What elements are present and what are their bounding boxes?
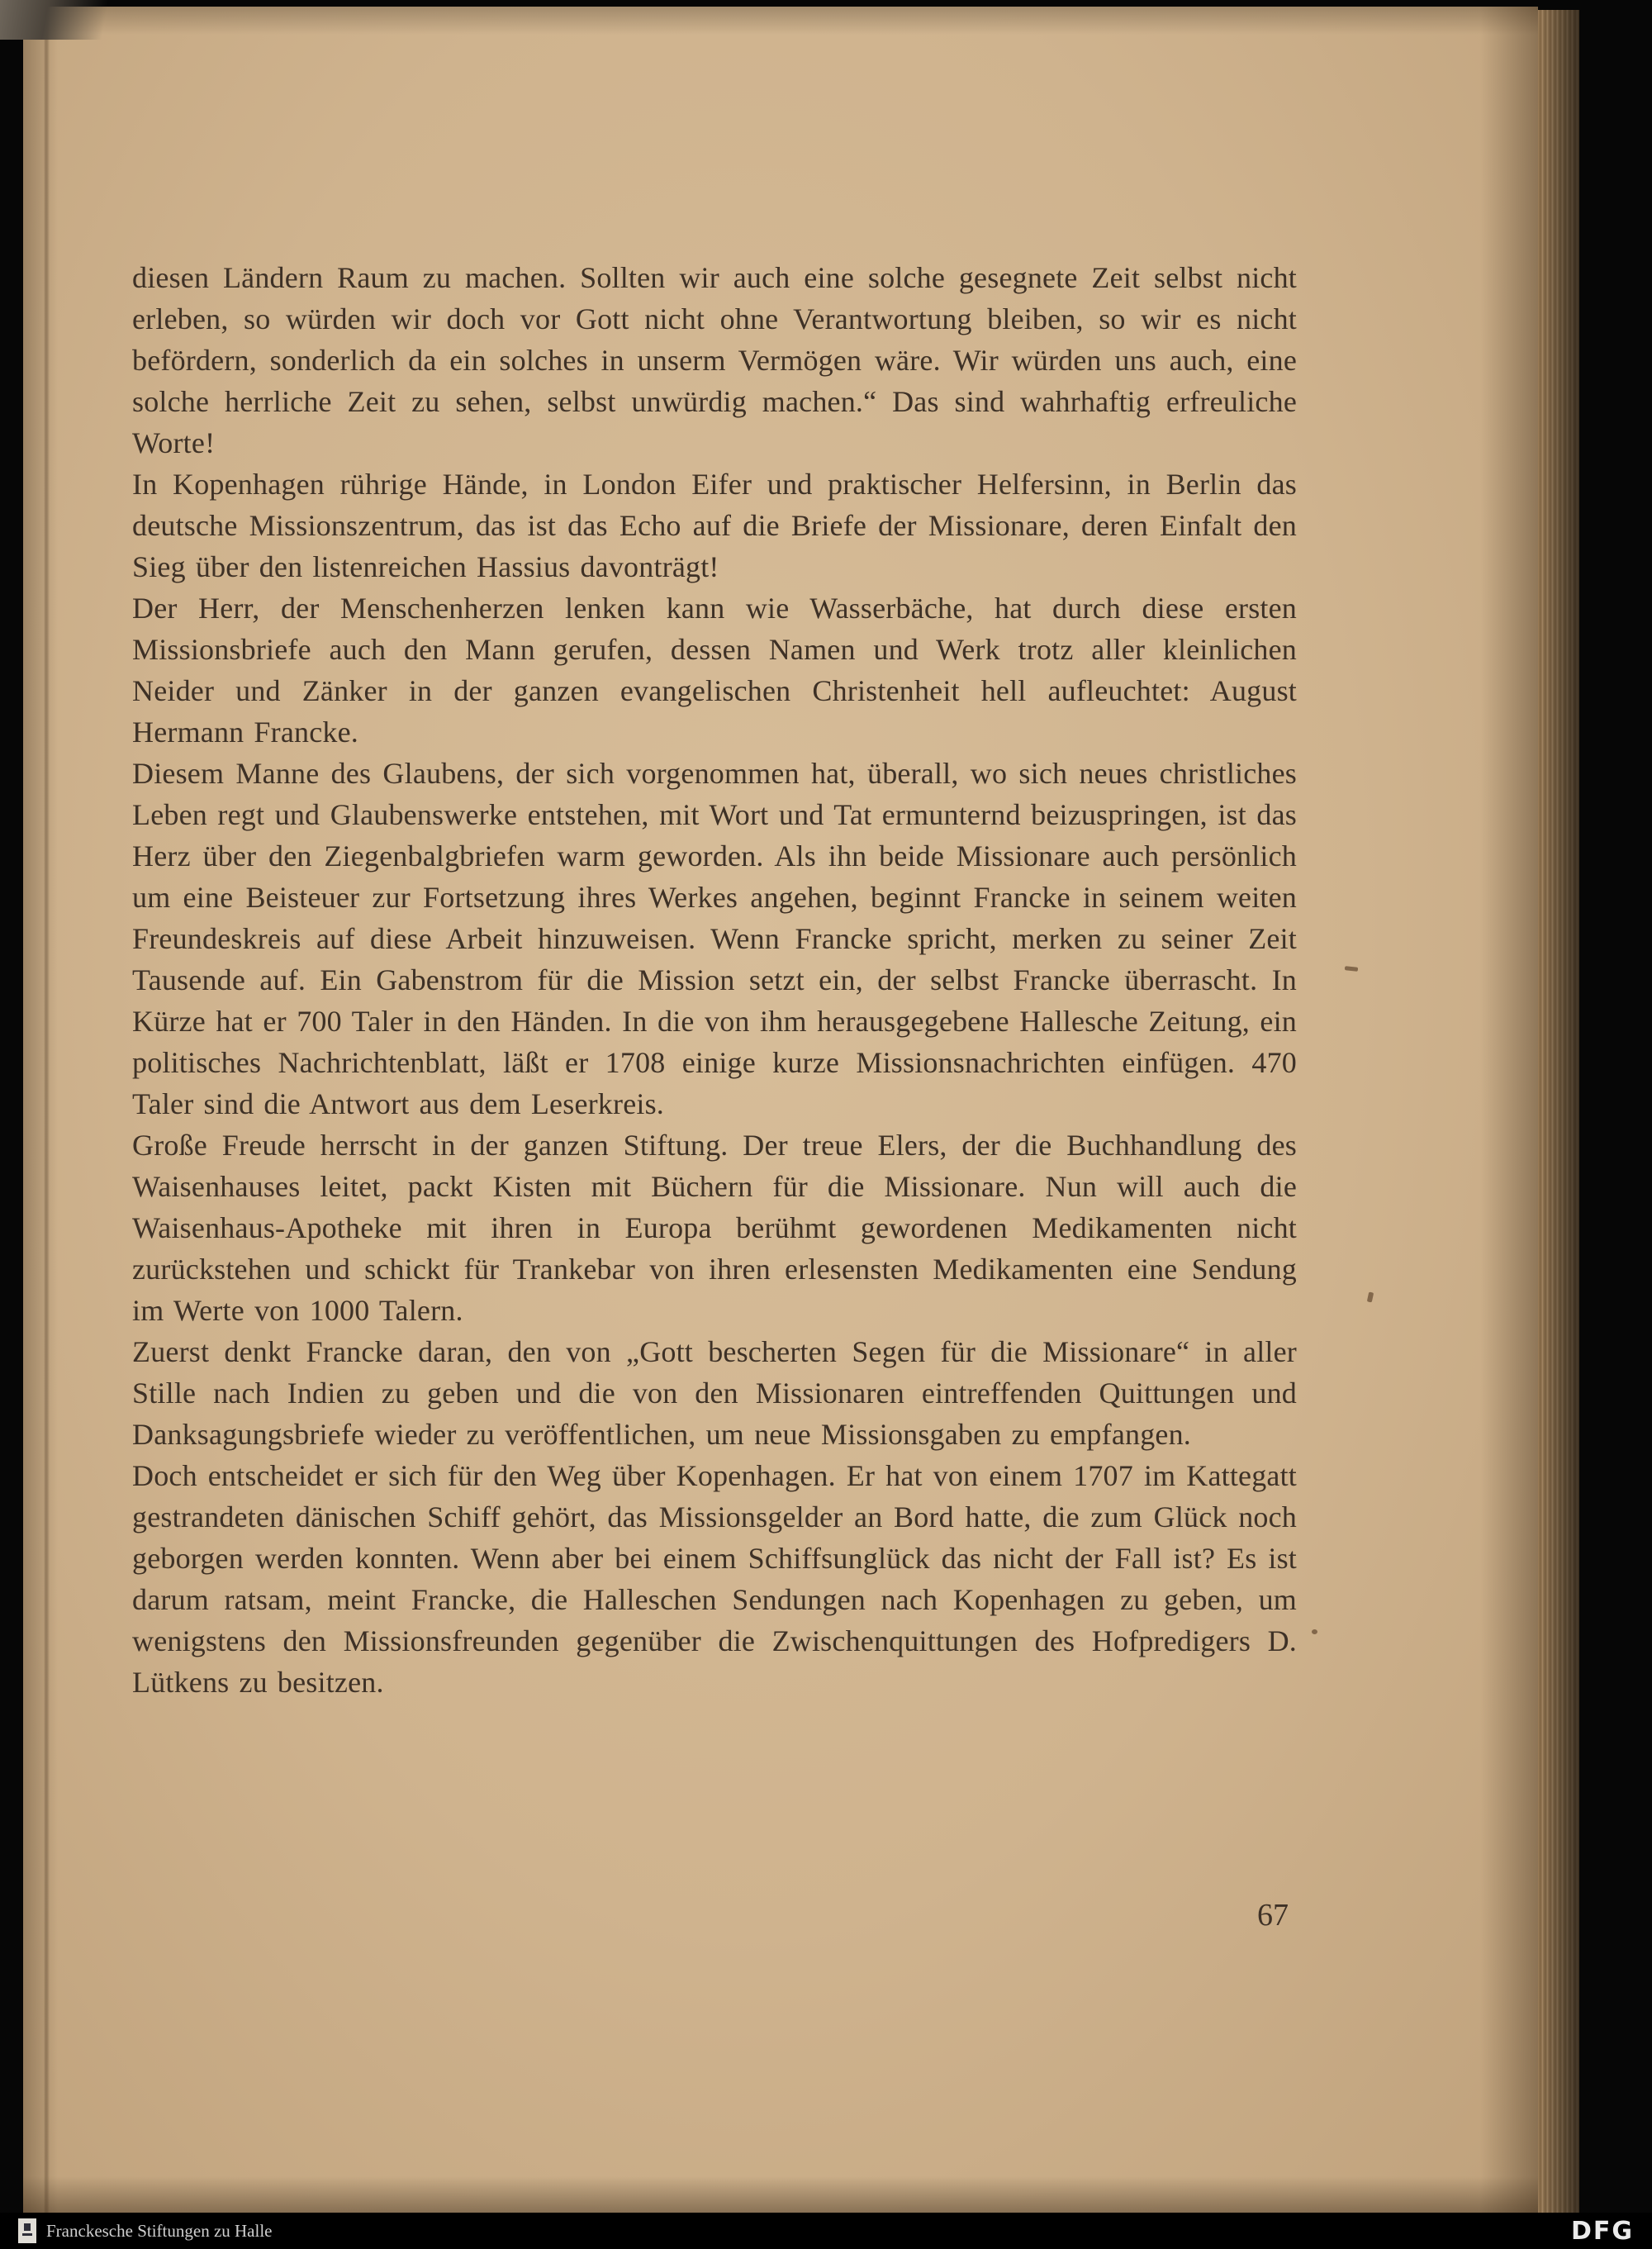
paragraph: Der Herr, der Menschenherzen lenken kann wie Wasserbäche, hat durch diese ersten Missionsbriefe auch den Mann gerufen, dessen Namen und Werk trotz aller kleinlichen Neider und Zänker in der ganzen evangelischen Christenheit hell aufleuchtet: August Hermann Francke. (132, 592, 1297, 749)
scan-speck (1345, 966, 1358, 972)
page-number: 67 (1257, 1898, 1289, 1933)
page-stack-edge (1538, 10, 1579, 2213)
institution-label: Franckesche Stiftungen zu Halle (46, 2220, 273, 2241)
paragraph: diesen Ländern Raum zu machen. Sollten wir auch eine solche gesegnete Zeit selbst nicht erleben, so würden wir doch vor Gott nicht ohne Verantwortung bleiben, so wir es nicht befördern, sonderlich da ein solches in unserm Vermögen wäre. Wir würden uns auch, eine solche herrliche Zeit zu sehen, selbst unwürdig machen.“ Das sind wahrhaftig erfreuliche Worte! (132, 261, 1297, 459)
footer-left (18, 2218, 273, 2243)
page-text-block (132, 257, 1297, 1703)
scan-speck (1367, 1292, 1374, 1303)
dfg-logo: DFG (1570, 2216, 1634, 2246)
book-page (23, 7, 1538, 2214)
paragraph: In Kopenhagen rührige Hände, in London Eifer und praktischer Helfersinn, in Berlin das deutsche Missionszentrum, das ist das Echo auf die Briefe der Missionare, deren Einfalt den Sieg über den listenreichen Hassius davonträgt! (132, 468, 1297, 583)
scan-speck (1312, 1629, 1317, 1634)
paragraph: Doch entscheidet er sich für den Weg über Kopenhagen. Er hat von einem 1707 im Kattegatt gestrandeten dänischen Schiff gehört, das Missionsgelder an Bord hatte, die zum Glück noch geborgen werden konnten. Wenn aber bei einem Schiffsunglück das nicht der Fall ist? Es ist darum ratsam, meint Francke, die Halleschen Sendungen nach Kopenhagen zu geben, um wenigstens den Missionsfreunden gegenüber die Zwischenquittungen des Hofpredigers D. Lütkens zu besitzen. (132, 1459, 1297, 1699)
paragraph: Diesem Manne des Glaubens, der sich vorgenommen hat, überall, wo sich neues christliches Leben regt und Glaubenswerke entstehen, mit Wort und Tat ermunternd beizuspringen, ist das Herz über den Ziegenbalgbriefen warm geworden. Als ihn beide Missionare auch persönlich um eine Beisteuer zur Fortsetzung ihres Werkes angehen, beginnt Francke in seinem weiten Freundeskreis auf diese Arbeit hinzuweisen. Wenn Francke spricht, merken zu seiner Zeit Tausende auf. Ein Gabenstrom für die Mission setzt ein, der selbst Francke überrascht. In Kürze hat er 700 Taler in den Händen. In die von ihm herausgegebene Hallesche Zeitung, ein politisches Nachrichtenblatt, läßt er 1708 einige kurze Missionsnachrichten einfügen. 470 Taler sind die Antwort aus dem Leserkreis. (132, 757, 1297, 1120)
viewer-footer (0, 2213, 1652, 2249)
paragraph: Große Freude herrscht in der ganzen Stiftung. Der treue Elers, der die Buchhandlung des Waisenhauses leitet, packt Kisten mit Büchern für die Missionare. Nun will auch die Waisenhaus-Apotheke mit ihren in Europa berühmt gewordenen Medikamenten nicht zurückstehen und schickt für Trankebar von ihren erlesensten Medikamenten eine Sendung im Werte von 1000 Talern. (132, 1129, 1297, 1327)
paragraph: Zuerst denkt Francke daran, den von „Gott bescherten Segen für die Missionare“ in aller Stille nach Indien zu geben und die von den Missionaren eintreffenden Quittungen und Danksagungsbriefe wieder zu veröffentlichen, um neue Missionsgaben zu empfangen. (132, 1335, 1297, 1451)
franckesche-stiftungen-logo-icon (18, 2218, 36, 2243)
book-cover-corner (0, 0, 132, 40)
